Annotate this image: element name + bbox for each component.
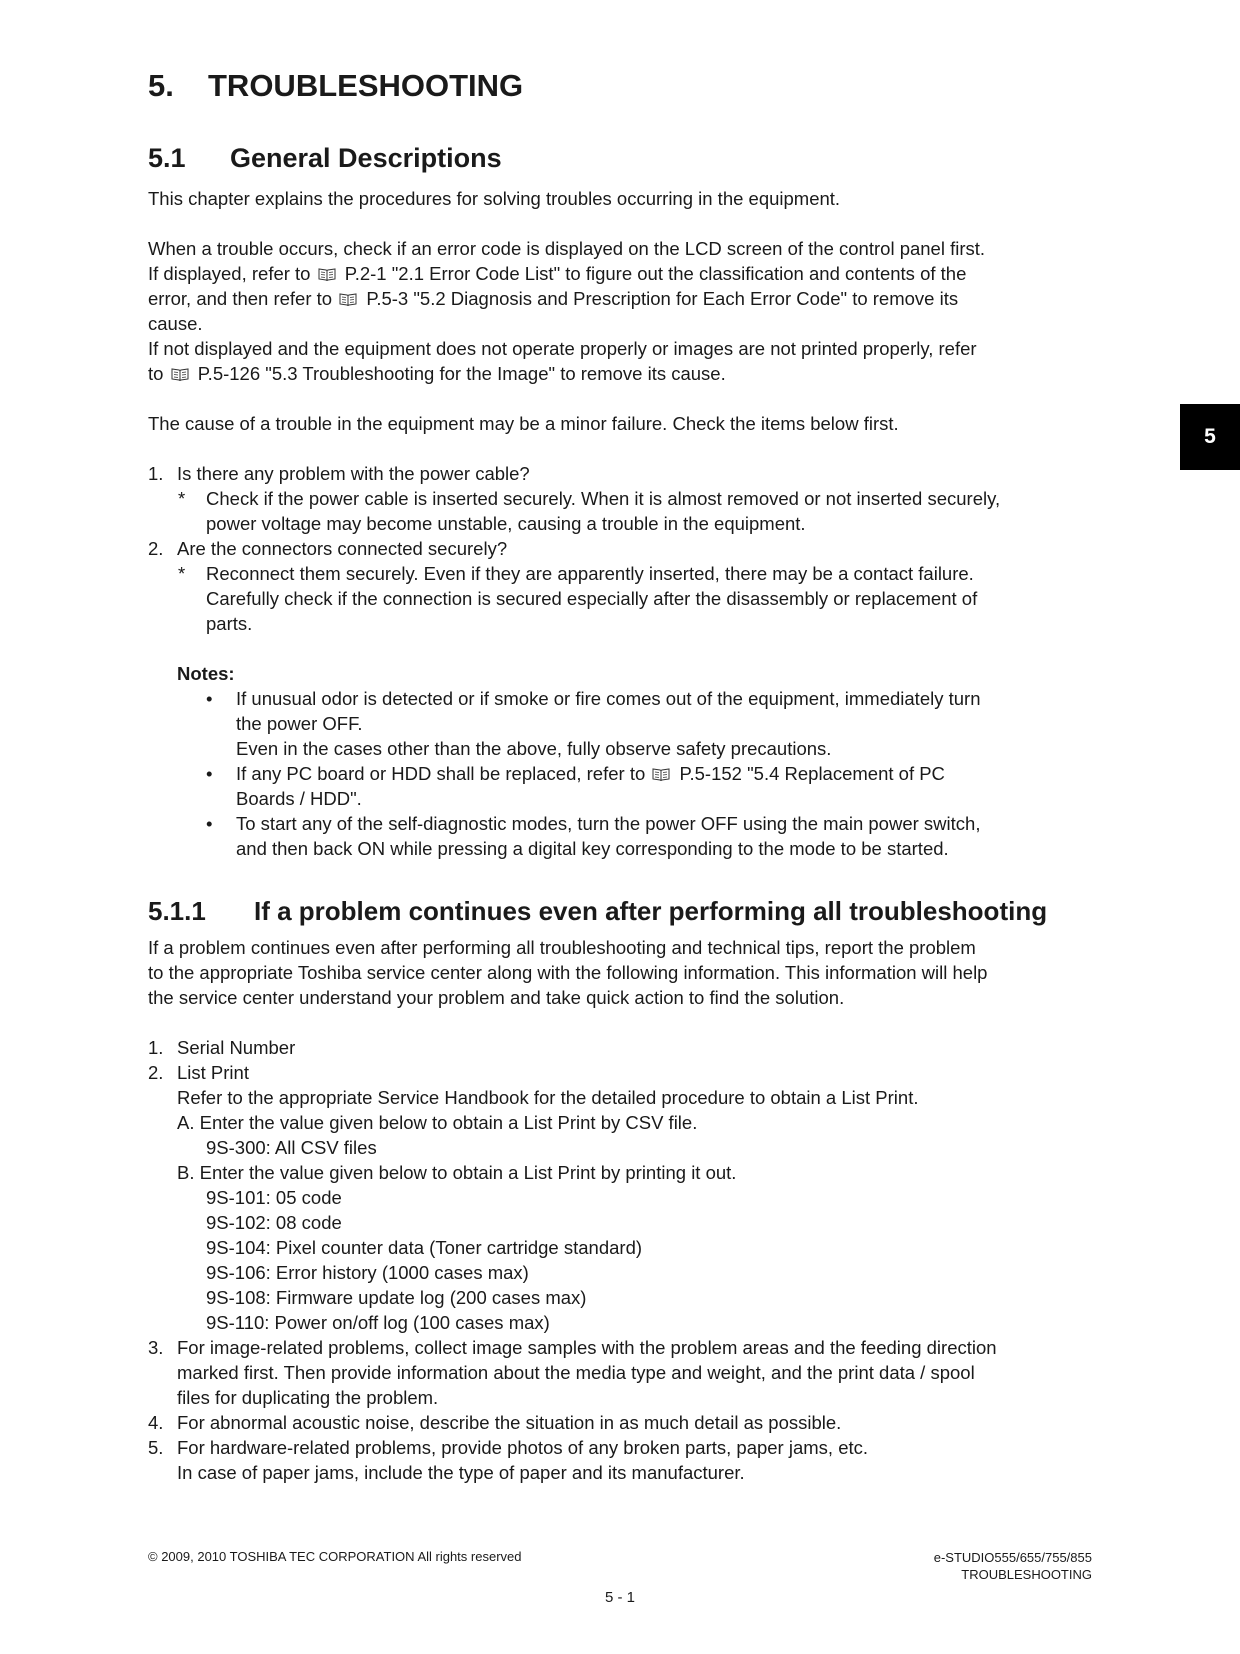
code-entry: 9S-106: Error history (1000 cases max) <box>206 1262 529 1283</box>
list-item: 2. List Print <box>148 1062 249 1083</box>
note-item: • To start any of the self-diagnostic modes, turn the power OFF using the main power switch, <box>206 813 981 834</box>
book-reference-icon <box>339 292 357 306</box>
page-number: 5 - 1 <box>604 1589 635 1606</box>
list-item: 1. Is there any problem with the power cable? <box>148 463 530 484</box>
list-item-cont: files for duplicating the problem. <box>177 1387 439 1408</box>
general-descriptions-body <box>148 186 1098 861</box>
note-item: Boards / HDD". <box>236 788 362 809</box>
list-item-cont: In case of paper jams, include the type of paper and its manufacturer. <box>177 1462 745 1483</box>
section-heading <box>148 143 502 174</box>
note-item: • If unusual odor is detected or if smoke or fire comes out of the equipment, immediately turn <box>206 688 981 709</box>
intro-line: When a trouble occurs, check if an error code is displayed on the LCD screen of the control panel first. <box>148 238 986 259</box>
sub-list-item: A. Enter the value given below to obtain a List Print by CSV file. <box>177 1112 698 1133</box>
intro-line: to P.5-126 "5.3 Troubleshooting for the Image" to remove its cause. <box>148 363 726 384</box>
book-reference-icon <box>318 267 336 281</box>
chapter-side-tab: 5 <box>1180 404 1240 470</box>
section-number: 5.1 <box>148 143 186 173</box>
cross-reference-link[interactable]: P.5-3 "5.2 Diagnosis and Prescription for Each Error Code" to remove its <box>366 288 959 309</box>
note-item: • If any PC board or HDD shall be replaced, refer to P.5-152 "5.4 Replacement of PC <box>206 763 945 784</box>
note-item: the power OFF. <box>236 713 363 734</box>
list-item: 2. Are the connectors connected securely? <box>148 538 508 559</box>
cross-reference-link[interactable]: P.2-1 "2.1 Error Code List" to figure out the classification and contents of the <box>344 263 967 284</box>
footer-model-info <box>934 1549 1092 1583</box>
notes-title: Notes: <box>177 663 235 684</box>
note-item: Even in the cases other than the above, fully observe safety precautions. <box>236 738 832 759</box>
intro-line: error, and then refer to P.5-3 "5.2 Diagnosis and Prescription for Each Error Code" to remove its <box>148 288 959 309</box>
list-item-note: * Check if the power cable is inserted securely. When it is almost removed or not inserted securely, <box>178 488 1001 509</box>
intro-line: cause. <box>148 313 203 334</box>
code-entry: 9S-300: All CSV files <box>206 1137 377 1158</box>
footer-chapter: TROUBLESHOOTING <box>961 1567 1092 1582</box>
list-item: 4. For abnormal acoustic noise, describe the situation in as much detail as possible. <box>148 1412 842 1433</box>
list-item-cont: marked first. Then provide information about the media type and weight, and the print data / spool <box>177 1362 975 1383</box>
code-entry: 9S-104: Pixel counter data (Toner cartridge standard) <box>206 1237 643 1258</box>
sub-list-item: B. Enter the value given below to obtain a List Print by printing it out. <box>177 1162 737 1183</box>
sub-intro-line: If a problem continues even after performing all troubleshooting and technical tips, report the problem <box>148 937 976 958</box>
intro-line: If not displayed and the equipment does not operate properly or images are not printed properly, refer <box>148 338 977 359</box>
footer-copyright: © 2009, 2010 TOSHIBA TEC CORPORATION All rights reserved <box>148 1549 522 1564</box>
list-item: 5. For hardware-related problems, provide photos of any broken parts, paper jams, etc. <box>148 1437 869 1458</box>
note-item: and then back ON while pressing a digital key corresponding to the mode to be started. <box>236 838 949 859</box>
code-entry: 9S-101: 05 code <box>206 1187 342 1208</box>
intro-line: If displayed, refer to P.2-1 "2.1 Error Code List" to figure out the classification and contents of the <box>148 263 967 284</box>
subsection-number: 5.1.1 <box>148 896 206 926</box>
list-item-note: power voltage may become unstable, causing a trouble in the equipment. <box>206 513 806 534</box>
code-entry: 9S-108: Firmware update log (200 cases max) <box>206 1287 587 1308</box>
list-item: 3. For image-related problems, collect image samples with the problem areas and the feeding direction <box>148 1337 997 1358</box>
list-item-note: parts. <box>206 613 253 634</box>
code-entry: 9S-110: Power on/off log (100 cases max) <box>206 1312 550 1333</box>
list-item-note: * Reconnect them securely. Even if they are apparently inserted, there may be a contact failure. <box>178 563 974 584</box>
subsection-body <box>148 935 1098 1485</box>
section-title: General Descriptions <box>230 143 502 173</box>
cross-reference-link[interactable]: P.5-152 "5.4 Replacement of PC <box>679 763 945 784</box>
footer-model: e-STUDIO555/655/755/855 <box>933 1550 1092 1565</box>
sub-intro-line: to the appropriate Toshiba service center along with the following information. This information will help <box>148 962 988 983</box>
list-item: 1. Serial Number <box>148 1037 296 1058</box>
chapter-heading <box>148 68 523 104</box>
chapter-title: TROUBLESHOOTING <box>208 68 524 103</box>
book-reference-icon <box>652 767 670 781</box>
sub-intro-line: the service center understand your problem and take quick action to find the solution. <box>148 987 845 1008</box>
code-entry: 9S-102: 08 code <box>206 1212 342 1233</box>
list-item-note: Carefully check if the connection is secured especially after the disassembly or replacement of <box>206 588 978 609</box>
chapter-number: 5. <box>148 68 174 103</box>
book-reference-icon <box>171 367 189 381</box>
intro-paragraph: This chapter explains the procedures for solving troubles occurring in the equipment. <box>148 188 841 209</box>
cross-reference-link[interactable]: P.5-126 "5.3 Troubleshooting for the Image" to remove its cause. <box>197 363 726 384</box>
intro-paragraph: The cause of a trouble in the equipment may be a minor failure. Check the items below first. <box>148 413 899 434</box>
list-item-desc: Refer to the appropriate Service Handbook for the detailed procedure to obtain a List Print. <box>177 1087 919 1108</box>
subsection-heading <box>148 896 1047 927</box>
subsection-title: If a problem continues even after performing all troubleshooting <box>254 896 1048 926</box>
